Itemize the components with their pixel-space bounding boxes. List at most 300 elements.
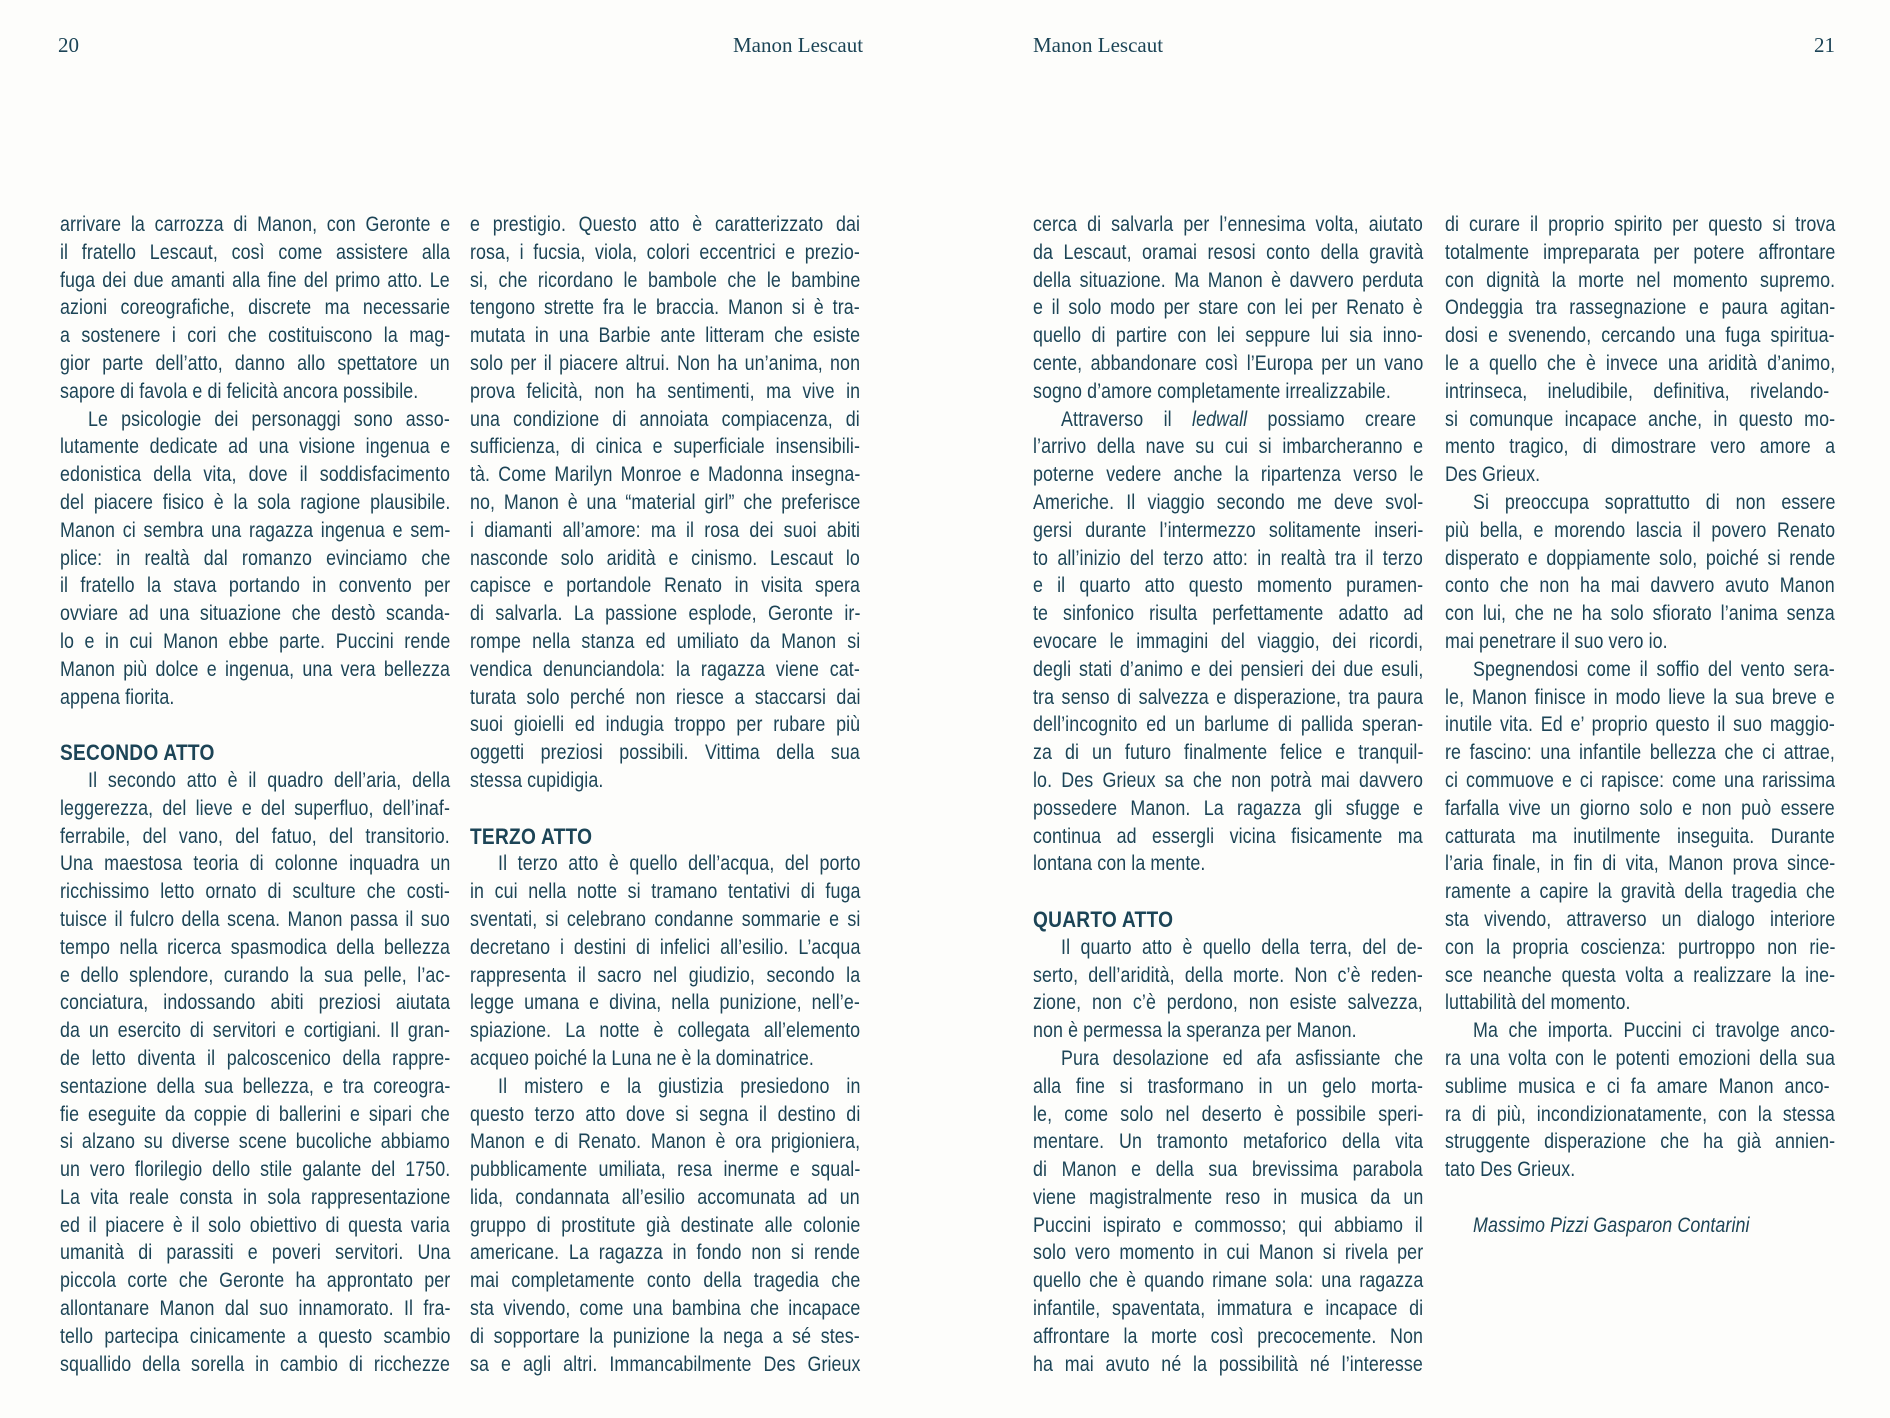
text-line [1445, 267, 1835, 295]
text-line [60, 878, 450, 906]
text-line [1033, 684, 1423, 712]
text-line-content: cerca di salvarla per l’ennesima volta, aiutato [1033, 213, 1423, 236]
text-line [470, 962, 860, 990]
text-line-content: sublime musica e ci fa amare Manon anco- [1445, 1074, 1830, 1098]
text-line [470, 350, 860, 378]
text-line-content: sta vivendo, come una bambina che incapace [470, 1297, 861, 1321]
text-line-content: lida, condannata all’esilio accomunata ad un [470, 1185, 860, 1209]
text-line [60, 906, 450, 934]
text-line [1445, 489, 1835, 517]
text-line-content: Una maestosa teoria di colonne inquadra un [60, 852, 451, 876]
text-line [1445, 767, 1835, 795]
text-line [1033, 711, 1423, 739]
text-line [1445, 934, 1835, 962]
text-line [1033, 795, 1423, 823]
text-line [1033, 489, 1423, 517]
running-head-right: Manon Lescaut [1033, 33, 1164, 57]
text-line-content: in cui nella notte si tramano tentativi di fuga [470, 880, 861, 904]
text-line-content: sentazione della sua bellezza, e tra coreogra- [60, 1074, 451, 1098]
text-line [60, 267, 450, 295]
text-line-content: fuga dei due amanti alla fine del primo atto. Le [60, 268, 450, 292]
text-line [1445, 684, 1835, 712]
text-line-content: questo terzo atto dove si segna il destino di [470, 1102, 861, 1126]
text-line-content: re fascino: una infantile bellezza che ci attrae, [1445, 741, 1835, 765]
text-line-content: gruppo di prostitute già destinate alle colonie [470, 1213, 861, 1237]
text-line [470, 489, 860, 517]
text-line [60, 767, 450, 795]
text-line-content: de letto diventa il palcoscenico della rappre- [60, 1046, 451, 1070]
text-line [1033, 1128, 1423, 1156]
text-column-4 [1445, 211, 1835, 1239]
text-line [60, 1295, 450, 1323]
text-column-2 [470, 211, 860, 1378]
text-line-content: più bella, e morendo lascia il povero Renato [1445, 518, 1836, 542]
text-line [470, 1351, 860, 1379]
text-line [1445, 1045, 1835, 1073]
text-line-content: allontanare Manon dal suo innamorato. Il fra- [60, 1297, 451, 1321]
text-line [470, 600, 860, 628]
text-line-content: gior parte dell’atto, danno allo spettatore un [60, 351, 450, 375]
text-line-content: decretano i destini di infelici all’esilio. L’acqua [470, 935, 861, 959]
text-line [60, 489, 450, 517]
text-line [470, 1184, 860, 1212]
text-line [1033, 461, 1423, 489]
text-line [1445, 350, 1835, 378]
text-line-content: di sopportare la punizione la nega a sé stes- [470, 1324, 860, 1348]
text-line-content: leggerezza, del lieve e del superfluo, dell’inaf- [60, 796, 450, 820]
text-line-content: infantile, spaventata, immatura e incapace di [1033, 1297, 1424, 1321]
text-line [1445, 739, 1835, 767]
text-line-content: si, che ricordano le bambole che le bambine [470, 268, 861, 292]
text-line-content: struggente disperazione che ha già annien- [1445, 1130, 1836, 1154]
text-line-content: sogno d’amore completamente irrealizzabile. [1033, 379, 1391, 403]
text-line-content: pubblicamente umiliata, resa inerme e squal- [470, 1158, 861, 1182]
text-line [470, 656, 860, 684]
text-line-content: da un esercito di servitori e cortigiani. Il gran- [60, 1019, 451, 1043]
text-line-content: Spegnendosi come il soffio del vento sera- [1473, 657, 1835, 681]
text-line [1033, 739, 1423, 767]
text-line [60, 406, 450, 434]
text-line [1033, 1101, 1423, 1129]
text-line-content: acqueo poiché la Luna ne è la dominatrice. [470, 1046, 814, 1070]
text-line [60, 1101, 450, 1129]
text-line-content: ricchissimo letto ornato di sculture che costi- [60, 880, 450, 904]
text-line-content: TERZO ATTO [470, 823, 593, 849]
text-line [1033, 962, 1423, 990]
text-line-content: una condizione di annoiata compiacenza, di [470, 407, 860, 431]
line-spacer [1033, 878, 1423, 906]
text-line [1033, 350, 1423, 378]
text-line [1445, 461, 1835, 489]
text-line [1445, 378, 1835, 406]
text-line [1033, 934, 1423, 962]
text-line-content: legge umana e divina, nella punizione, nell’e- [470, 991, 860, 1015]
text-line [1445, 211, 1835, 239]
text-line-content: poterne vedere anche la ripartenza verso le [1033, 463, 1424, 487]
text-line [60, 433, 450, 461]
text-line-content: ha mai avuto né la possibilità né l’interesse [1033, 1352, 1423, 1376]
text-line [1445, 572, 1835, 600]
text-line [60, 1073, 450, 1101]
text-line-content: stessa cupidigia. [470, 768, 604, 792]
text-line-content: Attraverso il ledwall possiamo creare [1061, 407, 1417, 431]
text-line [1445, 989, 1835, 1017]
text-line [1033, 433, 1423, 461]
text-line [1445, 322, 1835, 350]
text-line-content: Il terzo atto è quello dell’acqua, del porto [498, 852, 861, 876]
text-line-content: il fratello Lescaut, così come assistere alla [60, 240, 451, 264]
text-line [60, 795, 450, 823]
page-number-left: 20 [58, 33, 79, 57]
text-line-content: gersi durante l’intermezzo solitamente inseri- [1033, 518, 1424, 542]
text-line-content: continua ad essergli vicina fisicamente ma [1033, 824, 1423, 848]
text-line [470, 239, 860, 267]
text-line [1033, 1017, 1423, 1045]
text-line-content: ra una volta con le potenti emozioni della sua [1445, 1046, 1836, 1070]
text-line-content: sufficienza, di cinica e superficiale insensibili- [470, 435, 861, 459]
text-line-content: plice: in realtà dal romanzo evinciamo che [60, 546, 451, 570]
text-line [1033, 850, 1423, 878]
text-line-content: ramente a capire la gravità della tragedia che [1445, 880, 1836, 904]
text-line-content: da Lescaut, oramai resosi conto della gravità [1033, 240, 1424, 264]
text-line-content: tuisce il fulcro della scena. Manon passa il suo [60, 907, 450, 931]
text-line [470, 1267, 860, 1295]
text-line [470, 406, 860, 434]
text-line [60, 823, 450, 851]
text-line-content: disperato e doppiamente solo, poiché si rende [1445, 546, 1836, 570]
text-line-content: squallido della sorella in cambio di ricchezze [60, 1352, 450, 1376]
text-line-content: vendica denunciandola: la ragazza viene cat- [470, 657, 860, 681]
text-line [470, 850, 860, 878]
text-line [1445, 823, 1835, 851]
text-line [1445, 294, 1835, 322]
text-line [470, 378, 860, 406]
text-line-content: tello partecipa cinicamente a questo scambio [60, 1324, 451, 1348]
text-line-content: americane. La ragazza in fondo non si rende [470, 1241, 861, 1265]
text-line [1033, 656, 1423, 684]
text-line-content: turata solo perché non riesce a staccarsi dai [470, 685, 861, 709]
author-signature [1445, 1212, 1835, 1240]
text-line-content: e il quarto atto questo momento puramen- [1033, 574, 1424, 598]
text-line-content: Massimo Pizzi Gasparon Contarini [1473, 1213, 1750, 1237]
text-line [1445, 517, 1835, 545]
text-line-content: za di un futuro finalmente felice e tranquil- [1033, 741, 1424, 765]
text-line [1033, 628, 1423, 656]
text-line [470, 433, 860, 461]
text-line [470, 1156, 860, 1184]
text-line-content: suoi gioielli ed indugia troppo per rubare più [470, 713, 861, 737]
text-line [1033, 1239, 1423, 1267]
text-line [1033, 1295, 1423, 1323]
text-line-content: oggetti preziosi possibili. Vittima della sua [470, 741, 860, 765]
text-line [1033, 517, 1423, 545]
text-line [1033, 239, 1423, 267]
text-line-content: Pura desolazione ed afa asfissiante che [1061, 1046, 1424, 1070]
text-line [60, 517, 450, 545]
text-line-content: lo e in cui Manon ebbe parte. Puccini rende [60, 629, 451, 653]
text-line [1445, 600, 1835, 628]
text-line-content: le, come solo nel deserto è possibile speri- [1033, 1102, 1424, 1126]
text-line-content: te sinfonico risulta perfettamente adatto ad [1033, 602, 1424, 626]
text-line [1033, 1045, 1423, 1073]
text-line-content: luttabilità del momento. [1445, 991, 1631, 1015]
text-line [470, 572, 860, 600]
text-column-1 [60, 211, 450, 1378]
text-line-content: inutile vita. Ed e’ proprio questo il suo maggio- [1445, 713, 1835, 737]
text-line-content: Il mistero e la giustizia presiedono in [498, 1074, 861, 1098]
text-line [1033, 322, 1423, 350]
text-line [1445, 878, 1835, 906]
text-line-content: sventati, si celebrano condanne sommarie e si [470, 907, 861, 931]
text-line-content: del piacere fisico è la sola ragione plausibile. [60, 490, 451, 514]
text-line [60, 294, 450, 322]
text-line-content: l’aria finale, in fin di vita, Manon prova since- [1445, 852, 1836, 876]
text-line-content: totalmente impreparata per potere affrontare [1445, 240, 1836, 264]
text-line-content: appena fiorita. [60, 685, 175, 709]
text-line-content: Manon e di Renato. Manon è ora prigioniera, [470, 1130, 861, 1154]
text-line-content: tà. Come Marilyn Monroe e Madonna insegna- [470, 463, 861, 487]
text-line [60, 322, 450, 350]
text-line [470, 545, 860, 573]
section-heading [60, 739, 450, 767]
text-line-content: un vero florilegio dello stile galante del 1750. [60, 1158, 451, 1182]
text-line [60, 684, 450, 712]
text-line-content: tempo nella ricerca spasmodica della bellezza [60, 935, 451, 959]
running-head-left: Manon Lescaut [733, 33, 864, 57]
text-line-content: QUARTO ATTO [1033, 906, 1174, 932]
text-line [60, 656, 450, 684]
text-line [470, 1295, 860, 1323]
text-line-content: tato Des Grieux. [1445, 1158, 1576, 1182]
text-line-content: l’arrivo della nave su cui si imbarcheranno e [1033, 435, 1424, 459]
text-line [1033, 1212, 1423, 1240]
section-heading [470, 823, 860, 851]
text-line [470, 267, 860, 295]
text-line-content: ferrabile, del vano, del fatuo, del transitorio. [60, 824, 450, 848]
text-line-content: degli stati d’animo e dei pensieri dei due esuli, [1033, 657, 1424, 681]
section-heading [1033, 906, 1423, 934]
text-line-content: con la propria coscienza: purtroppo non rie- [1445, 935, 1836, 959]
text-line-content: edonistica della vita, dove il soddisfacimento [60, 463, 451, 487]
text-line-content: Manon ci sembra una ragazza ingenua e sem- [60, 518, 451, 542]
text-line [1033, 1351, 1423, 1379]
text-line [470, 684, 860, 712]
text-line-content: rompe nella stanza ed umiliato da Manon si [470, 629, 861, 653]
text-line-content: ed il piacere è il solo obiettivo di questa varia [60, 1213, 450, 1237]
text-line-content: mentare. Un tramonto metaforico della vita [1033, 1130, 1424, 1154]
text-line [60, 1267, 450, 1295]
text-line [60, 850, 450, 878]
text-line [470, 211, 860, 239]
text-line [1445, 906, 1835, 934]
text-line-content: di salvarla. La passione esplode, Geronte ir- [470, 602, 861, 626]
text-line [1033, 378, 1423, 406]
line-spacer [60, 711, 450, 739]
text-line-content: affrontare la morte così precocemente. Non [1033, 1324, 1424, 1348]
text-line [470, 461, 860, 489]
text-line-content: dosi e svenendo, cercando una fuga spiritua- [1445, 324, 1835, 348]
text-line-content: Puccini ispirato e commosso; qui abbiamo il [1033, 1213, 1423, 1237]
text-line-content: mai completamente conto della tragedia che [470, 1269, 861, 1293]
text-line-content: sapore di favola e di felicità ancora possibile. [60, 379, 419, 403]
text-line [1033, 1323, 1423, 1351]
text-line-content: La vita reale consta in sola rappresentazione [60, 1185, 451, 1209]
text-line-content: Le psicologie dei personaggi sono asso- [88, 407, 450, 431]
text-line-content: quello che è quando rimane sola: una ragazza [1033, 1269, 1424, 1293]
text-line [1033, 267, 1423, 295]
text-line [470, 878, 860, 906]
text-line-content: lutamente dedicate ad una visione ingenua e [60, 435, 451, 459]
italic-term: ledwall [1192, 407, 1248, 431]
text-line [1445, 1156, 1835, 1184]
text-line-content: Americhe. Il viaggio secondo me deve svol- [1033, 490, 1424, 514]
text-line [1033, 211, 1423, 239]
text-line-content: ra di più, incondizionatamente, con la stessa [1445, 1102, 1835, 1126]
text-line-content: mutata in una Barbie ante litteram che esiste [470, 324, 861, 348]
text-line [60, 1184, 450, 1212]
text-line-content: umanità di parassiti e poveri servitori. Una [60, 1241, 451, 1265]
text-line-content: arrivare la carrozza di Manon, con Geronte e [60, 213, 451, 236]
text-line [1033, 1184, 1423, 1212]
text-line-content: zione, non c’è perdono, non esiste salvezza, [1033, 991, 1423, 1015]
text-line [60, 1156, 450, 1184]
text-line-content: Il quarto atto è quello della terra, del de- [1061, 935, 1423, 959]
text-line-content: azioni coreografiche, discrete ma necessarie [60, 296, 451, 320]
text-line-content: solo per il piacere altrui. Non ha un’anima, non [470, 351, 861, 375]
text-line-content: le a quello che è invece una aridità d’animo, [1445, 351, 1836, 375]
text-line [1445, 545, 1835, 573]
text-line-content: ovviare ad una situazione che destò scanda- [60, 602, 451, 626]
text-line-content: di curare il proprio spirito per questo si trova [1445, 213, 1836, 236]
text-line-content: Des Grieux. [1445, 463, 1541, 487]
text-line-content: conto che non ha mai davvero avuto Manon [1445, 574, 1835, 598]
text-line [60, 378, 450, 406]
text-line [1033, 1073, 1423, 1101]
text-line-content: Si preoccupa soprattutto di non essere [1473, 490, 1836, 514]
text-line [60, 934, 450, 962]
text-line [470, 989, 860, 1017]
text-line [470, 906, 860, 934]
text-line [1033, 989, 1423, 1017]
text-line [1033, 1156, 1423, 1184]
text-line-content: no, Manon è una “material girl” che preferisce [470, 490, 861, 514]
text-line [60, 545, 450, 573]
text-column-3 [1033, 211, 1423, 1378]
text-line [1445, 1101, 1835, 1129]
text-line-content: dell’incognito ed un barlume di pallida speran- [1033, 713, 1424, 737]
text-line [470, 1017, 860, 1045]
text-line-content: i diamanti all’amore: ma il rosa dei suoi abiti [470, 518, 861, 542]
text-line-content: il fratello la stava portando in convento per [60, 574, 451, 598]
text-line [470, 711, 860, 739]
text-line [1445, 1017, 1835, 1045]
text-line-content: fie eseguite da coppie di ballerini e sipari che [60, 1102, 450, 1126]
text-line-content: alla fine si trasformano in un gelo morta- [1033, 1074, 1424, 1098]
text-line [470, 1045, 860, 1073]
text-line-content: non è permessa la speranza per Manon. [1033, 1019, 1357, 1043]
text-line [60, 1017, 450, 1045]
text-line [60, 1045, 450, 1073]
text-line-content: con dignità la morte nel momento supremo. [1445, 268, 1836, 292]
text-line-content: conciatura, indossando abiti preziosi aiutata [60, 991, 451, 1015]
page-number-right: 21 [1814, 33, 1835, 57]
text-line [470, 739, 860, 767]
text-line-content: tengono strette fra le braccia. Manon si è tra- [470, 296, 860, 320]
text-line-content: viene magistralmente reso in musica da un [1033, 1185, 1424, 1209]
text-line-content: ci commuove e ci rapisce: come una rarissima [1445, 768, 1836, 792]
text-line [470, 1073, 860, 1101]
text-line [470, 517, 860, 545]
text-line-content: evocare le immagini del viaggio, dei ricordi, [1033, 629, 1424, 653]
text-line [1445, 1128, 1835, 1156]
text-line [470, 1323, 860, 1351]
text-line-content: farfalla vive un giorno solo e non può essere [1445, 796, 1835, 820]
text-line [1445, 850, 1835, 878]
text-line-content: e prestigio. Questo atto è caratterizzato dai [470, 213, 861, 236]
text-line [1033, 823, 1423, 851]
text-line-content: cente, abbandonare così l’Europa per un vano [1033, 351, 1424, 375]
text-line-content: si comunque incapace anche, in questo mo- [1445, 407, 1836, 431]
text-line [60, 1128, 450, 1156]
text-line-content: spiazione. La notte è collegata all’elemento [470, 1019, 861, 1043]
text-line [60, 350, 450, 378]
text-line [1033, 294, 1423, 322]
text-line [60, 962, 450, 990]
text-line [1445, 795, 1835, 823]
text-line [60, 1351, 450, 1379]
text-line-content: Ondeggia tra rassegnazione e paura agitan- [1445, 296, 1836, 320]
text-line-content: Ma che importa. Puccini ci travolge anco- [1473, 1019, 1836, 1043]
text-line [1445, 433, 1835, 461]
text-line [470, 767, 860, 795]
text-line [60, 1212, 450, 1240]
text-line [1033, 572, 1423, 600]
text-line [60, 600, 450, 628]
line-spacer [470, 795, 860, 823]
text-line-content: intrinseca, ineludibile, definitiva, rivelando- [1445, 379, 1830, 403]
text-line [1445, 656, 1835, 684]
text-line [470, 934, 860, 962]
text-line-content: sa e agli altri. Immancabilmente Des Grieux [470, 1352, 861, 1376]
text-line [60, 572, 450, 600]
text-line [60, 628, 450, 656]
text-line-content: possedere Manon. La ragazza gli sfugge e [1033, 796, 1424, 820]
text-line-content: con lui, che ne ha solo sfiorato l’anima senza [1445, 602, 1835, 626]
text-line-content: di Manon e della sua brevissima parabola [1033, 1158, 1423, 1182]
text-line-content: le, Manon finisce in modo lieve la sua breve e [1445, 685, 1835, 709]
text-line-content: to all’inizio del terzo atto: in realtà tra il terzo [1033, 546, 1423, 570]
text-line [470, 322, 860, 350]
text-line-content: lontana con la mente. [1033, 852, 1206, 876]
text-line-content: rappresenta il sacro nel giudizio, secondo la [470, 963, 861, 987]
text-line [60, 1323, 450, 1351]
text-line-content: Manon più dolce e ingenua, una vera bellezza [60, 657, 451, 681]
text-line [60, 989, 450, 1017]
text-line [1033, 767, 1423, 795]
text-line [60, 461, 450, 489]
text-line [1445, 628, 1835, 656]
text-line [1445, 239, 1835, 267]
line-spacer [1445, 1184, 1835, 1212]
text-line-content: sce neanche questa volta a realizzare la ine- [1445, 963, 1836, 987]
text-line [470, 1239, 860, 1267]
text-line [1033, 545, 1423, 573]
text-line [1445, 406, 1835, 434]
text-line-content: solo vero momento in cui Manon si rivela per [1033, 1241, 1424, 1265]
text-line-content: SECONDO ATTO [60, 740, 215, 766]
text-line [470, 628, 860, 656]
text-line-content: lo. Des Grieux sa che non potrà mai davvero [1033, 768, 1424, 792]
